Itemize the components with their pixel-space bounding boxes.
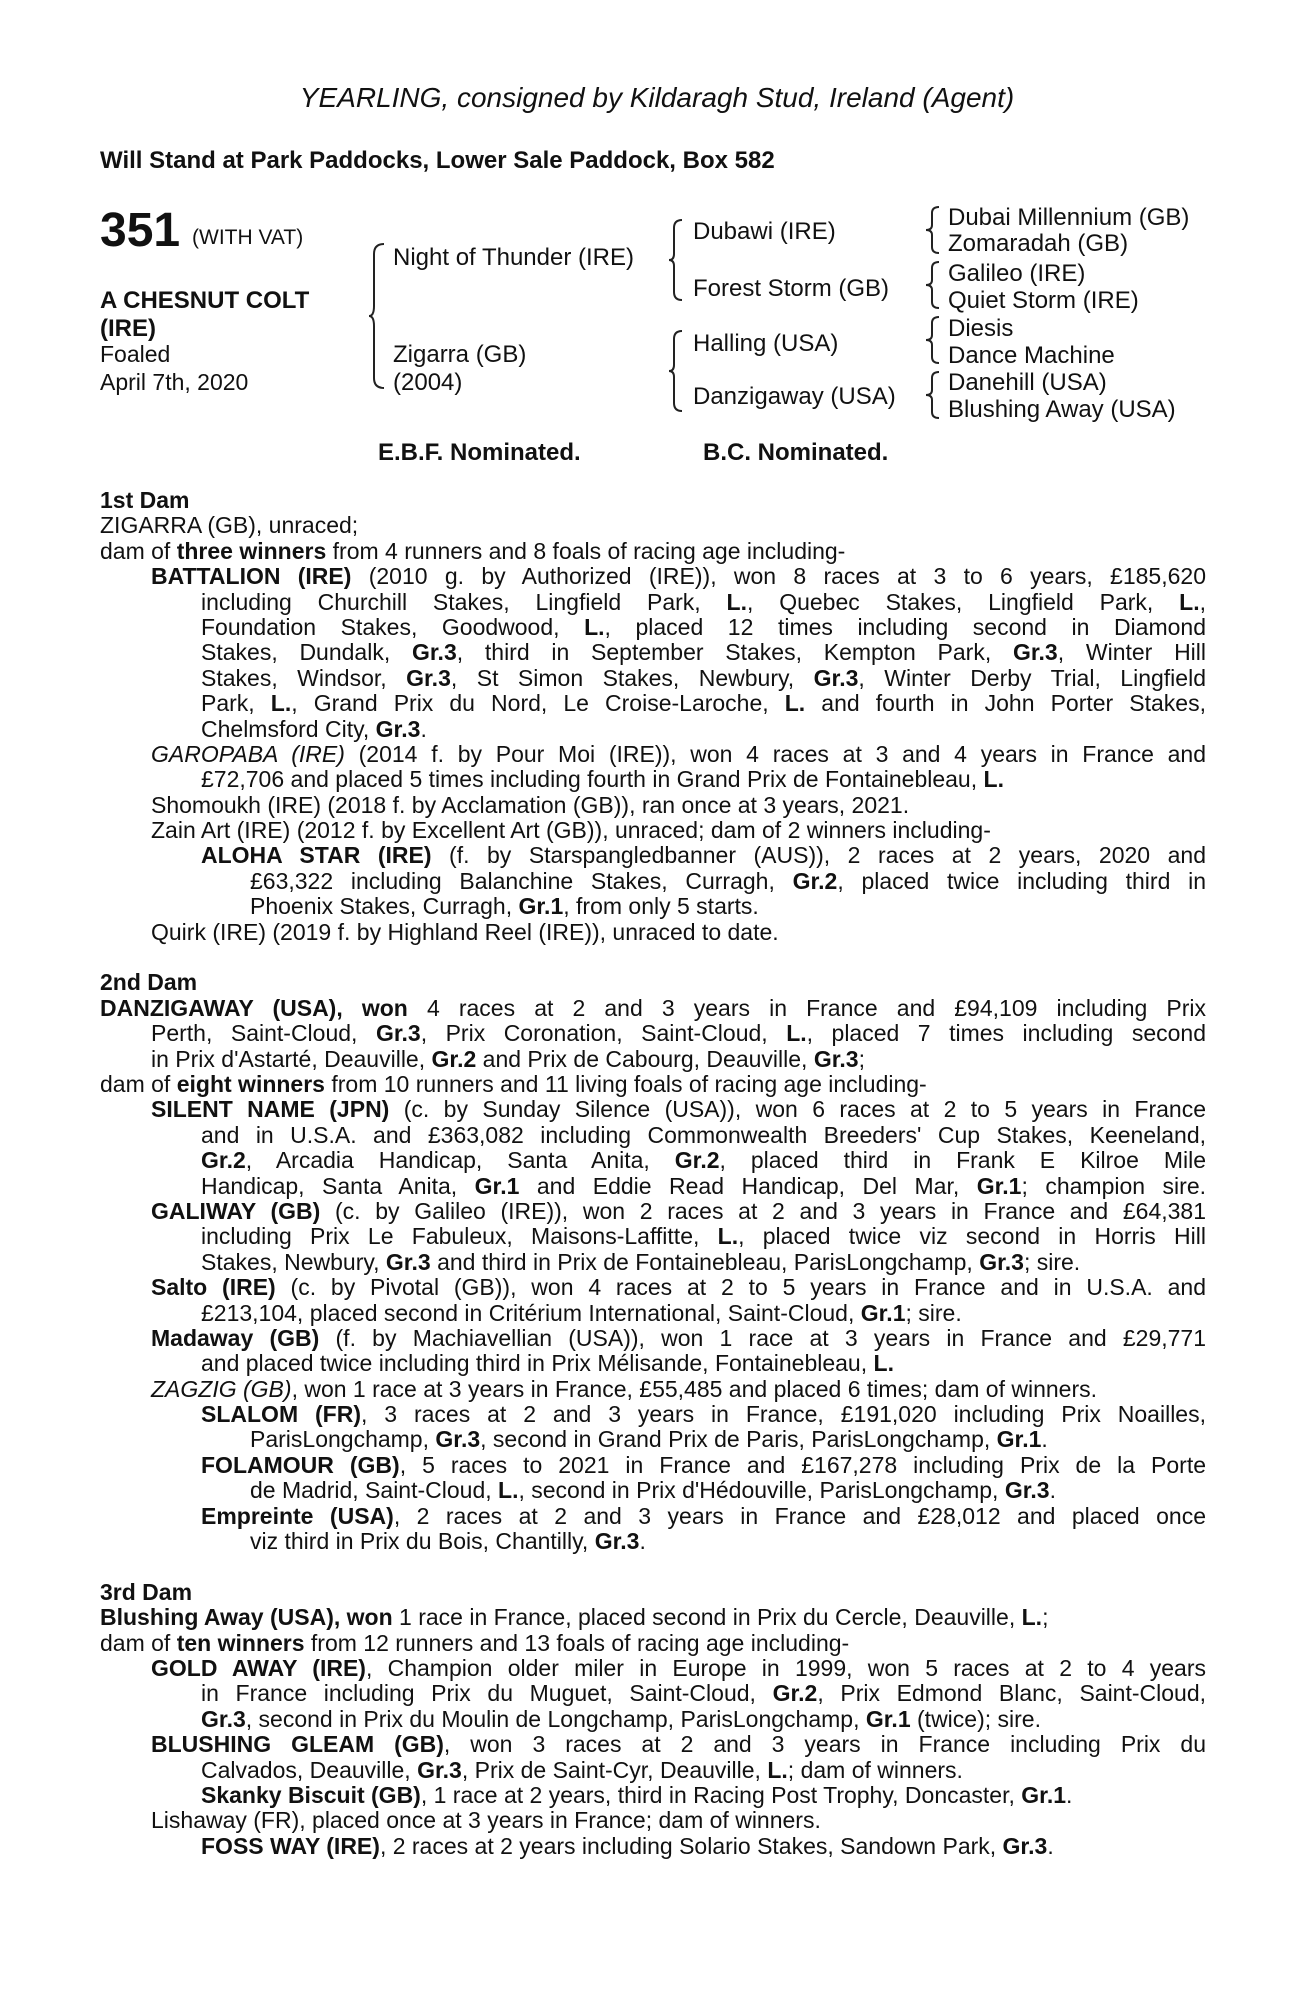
- ggp-5: Diesis: [948, 315, 1014, 342]
- pedigree-brace: [368, 242, 386, 390]
- third-dam-section: [100, 1605, 1206, 1859]
- second-dam-line: Madaway (GB) (f. by Machiavellian (USA)), won 1 race at 3 years in France and £29,771: [151, 1324, 1207, 1351]
- third-dam-line: GOLD AWAY (IRE), Champion older miler in Europe in 1999, won 5 races at 2 to 4 years: [151, 1654, 1206, 1681]
- third-dam-line: BLUSHING GLEAM (GB), won 3 races at 2 and 3 years in France including Prix du: [151, 1731, 1206, 1758]
- second-dam-line: dam of eight winners from 10 runners and 11 living foals of racing age including-: [100, 1070, 927, 1097]
- first-dam-line: Quirk (IRE) (2019 f. by Highland Reel (IRE)), unraced to date.: [151, 918, 779, 945]
- first-dam-line: Stakes, Dundalk, Gr.3, third in September Stakes, Kempton Park, Gr.3, Winter Hill: [201, 639, 1207, 666]
- second-dam-line: SILENT NAME (JPN) (c. by Sunday Silence (USA)), won 6 races at 2 to 5 years in France: [151, 1096, 1206, 1123]
- ggp-6: Dance Machine: [948, 342, 1115, 369]
- vat-label: (WITH VAT): [192, 226, 304, 249]
- sire-name: Night of Thunder (IRE): [393, 244, 634, 271]
- second-dam-line: ParisLongchamp, Gr.3, second in Grand Prix de Paris, ParisLongchamp, Gr.1.: [250, 1426, 1048, 1453]
- first-dam-line: ZIGARRA (GB), unraced;: [100, 512, 359, 539]
- ggp-1: Dubai Millennium (GB): [948, 204, 1190, 231]
- first-dam-line: Zain Art (IRE) (2012 f. by Excellent Art (GB)), unraced; dam of 2 winners including-: [151, 817, 991, 844]
- sire-sire-name: Dubawi (IRE): [693, 218, 836, 245]
- sire-brace: [668, 218, 684, 302]
- first-dam-line: ALOHA STAR (IRE) (f. by Starspangledbanner (AUS)), 2 races at 2 years, 2020 and: [201, 842, 1206, 869]
- first-dam-line: Shomoukh (IRE) (2018 f. by Acclamation (GB)), ran once at 3 years, 2021.: [151, 791, 910, 818]
- second-dam-line: and placed twice including third in Prix Mélisande, Fontainebleau, L.: [201, 1350, 894, 1377]
- horse-description: A CHESNUT COLT: [100, 287, 310, 314]
- bc-nominated: B.C. Nominated.: [703, 439, 889, 466]
- second-dam-line: Perth, Saint-Cloud, Gr.3, Prix Coronation, Saint-Cloud, L., placed 7 times including second: [151, 1020, 1206, 1047]
- second-dam-line: ZAGZIG (GB), won 1 race at 3 years in France, £55,485 and placed 6 times; dam of winners.: [151, 1375, 1098, 1402]
- second-dam-line: and in U.S.A. and £363,082 including Commonwealth Breeders' Cup Stakes, Keeneland,: [201, 1121, 1206, 1148]
- first-dam-line: dam of three winners from 4 runners and 8 foals of racing age including-: [100, 537, 846, 564]
- second-dam-line: Salto (IRE) (c. by Pivotal (GB)), won 4 races at 2 to 5 years in France and in U.S.A. and: [151, 1274, 1206, 1301]
- stand-location: Will Stand at Park Paddocks, Lower Sale Paddock, Box 582: [100, 147, 775, 174]
- first-dam-line: Stakes, Windsor, Gr.3, St Simon Stakes, Newbury, Gr.3, Winter Derby Trial, Lingfield: [201, 664, 1206, 691]
- lot-number: 351: [100, 204, 181, 257]
- second-dam-line: SLALOM (FR), 3 races at 2 and 3 years in France, £191,020 including Prix Noailles,: [201, 1401, 1206, 1428]
- third-dam-line: Gr.3, second in Prix du Moulin de Longchamp, ParisLongchamp, Gr.1 (twice); sire.: [201, 1705, 1041, 1732]
- ggp-4: Quiet Storm (IRE): [948, 287, 1139, 314]
- second-dam-line: Gr.2, Arcadia Handicap, Santa Anita, Gr.2, placed third in Frank E Kilroe Mile: [201, 1147, 1206, 1174]
- ggp-brace-4: [925, 370, 941, 420]
- first-dam-line: Chelmsford City, Gr.3.: [201, 715, 427, 742]
- dam-year: (2004): [393, 369, 463, 396]
- dam-brace: [668, 329, 684, 413]
- second-dam-line: Handicap, Santa Anita, Gr.1 and Eddie Read Handicap, Del Mar, Gr.1; champion sire.: [201, 1172, 1206, 1199]
- first-dam-line: Phoenix Stakes, Curragh, Gr.1, from only 5 starts.: [250, 893, 759, 920]
- first-dam-line: £63,322 including Balanchine Stakes, Curragh, Gr.2, placed twice including third in: [250, 867, 1206, 894]
- first-dam-line: including Churchill Stakes, Lingfield Park, L., Quebec Stakes, Lingfield Park, L.,: [201, 588, 1206, 615]
- catalogue-heading: YEARLING, consigned by Kildaragh Stud, Ireland (Agent): [299, 82, 1015, 113]
- third-dam-line: FOSS WAY (IRE), 2 races at 2 years including Solario Stakes, Sandown Park, Gr.3.: [201, 1832, 1054, 1859]
- second-dam-heading: 2nd Dam: [100, 969, 198, 996]
- ggp-7: Danehill (USA): [948, 369, 1107, 396]
- ggp-brace-1: [925, 205, 941, 255]
- third-dam-line: dam of ten winners from 12 runners and 13 foals of racing age including-: [100, 1629, 850, 1656]
- ggp-8: Blushing Away (USA): [948, 396, 1176, 423]
- third-dam-line: in France including Prix du Muguet, Saint-Cloud, Gr.2, Prix Edmond Blanc, Saint-Cloud,: [201, 1680, 1207, 1707]
- second-dam-line: Stakes, Newbury, Gr.3 and third in Prix de Fontainebleau, ParisLongchamp, Gr.3; sire.: [201, 1248, 1081, 1275]
- ggp-brace-3: [925, 315, 941, 365]
- second-dam-line: GALIWAY (GB) (c. by Galileo (IRE)), won 2 races at 2 and 3 years in France and £64,381: [151, 1197, 1206, 1224]
- first-dam-line: GAROPABA (IRE) (2014 f. by Pour Moi (IRE)), won 4 races at 3 and 4 years in France and: [151, 740, 1206, 767]
- first-dam-heading: 1st Dam: [100, 487, 190, 513]
- second-dam-line: viz third in Prix du Bois, Chantilly, Gr.3.: [250, 1528, 646, 1555]
- second-dam-line: Empreinte (USA), 2 races at 2 and 3 years in France and £28,012 and placed once: [201, 1502, 1206, 1529]
- third-dam-line: Lishaway (FR), placed once at 3 years in France; dam of winners.: [151, 1807, 821, 1834]
- catalogue-body: [100, 488, 1206, 1859]
- dam-sire-name: Halling (USA): [693, 330, 839, 357]
- ggp-3: Galileo (IRE): [948, 260, 1086, 287]
- third-dam-line: Calvados, Deauville, Gr.3, Prix de Saint-Cyr, Deauville, L.; dam of winners.: [201, 1756, 963, 1783]
- dam-dam-name: Danzigaway (USA): [693, 383, 896, 410]
- foaled-label: Foaled: [100, 341, 171, 367]
- dam-name: Zigarra (GB): [393, 341, 527, 368]
- ebf-nominated: E.B.F. Nominated.: [378, 439, 581, 466]
- second-dam-line: in Prix d'Astarté, Deauville, Gr.2 and Prix de Cabourg, Deauville, Gr.3;: [151, 1045, 865, 1072]
- first-dam-line: BATTALION (IRE) (2010 g. by Authorized (IRE)), won 8 races at 3 to 6 years, £185,620: [151, 563, 1206, 590]
- third-dam-line: Skanky Biscuit (GB), 1 race at 2 years, third in Racing Post Trophy, Doncaster, Gr.1.: [201, 1781, 1073, 1808]
- sire-dam-name: Forest Storm (GB): [693, 275, 890, 302]
- horse-country: (IRE): [100, 315, 156, 342]
- first-dam-section: [100, 513, 1206, 945]
- third-dam-heading: 3rd Dam: [100, 1578, 193, 1605]
- ggp-2: Zomaradah (GB): [948, 230, 1129, 257]
- ggp-brace-2: [925, 260, 941, 310]
- second-dam-line: FOLAMOUR (GB), 5 races to 2021 in France and £167,278 including Prix de la Porte: [201, 1451, 1206, 1478]
- second-dam-line: DANZIGAWAY (USA), won 4 races at 2 and 3 years in France and £94,109 including Prix: [100, 994, 1207, 1021]
- first-dam-line: £72,706 and placed 5 times including fourth in Grand Prix de Fontainebleau, L.: [201, 766, 1004, 793]
- foaled-date: April 7th, 2020: [100, 369, 249, 395]
- first-dam-line: Park, L., Grand Prix du Nord, Le Croise-Laroche, L. and fourth in John Porter Stakes,: [201, 690, 1206, 717]
- third-dam-line: Blushing Away (USA), won 1 race in France, placed second in Prix du Cercle, Deauville, L.;: [100, 1604, 1049, 1631]
- second-dam-line: £213,104, placed second in Critérium International, Saint-Cloud, Gr.1; sire.: [201, 1299, 962, 1326]
- second-dam-line: de Madrid, Saint-Cloud, L., second in Prix d'Hédouville, ParisLongchamp, Gr.3.: [250, 1477, 1056, 1504]
- first-dam-line: Foundation Stakes, Goodwood, L., placed 12 times including second in Diamond: [201, 613, 1206, 640]
- second-dam-line: including Prix Le Fabuleux, Maisons-Laffitte, L., placed twice viz second in Horris Hill: [201, 1223, 1206, 1250]
- second-dam-section: [100, 996, 1206, 1555]
